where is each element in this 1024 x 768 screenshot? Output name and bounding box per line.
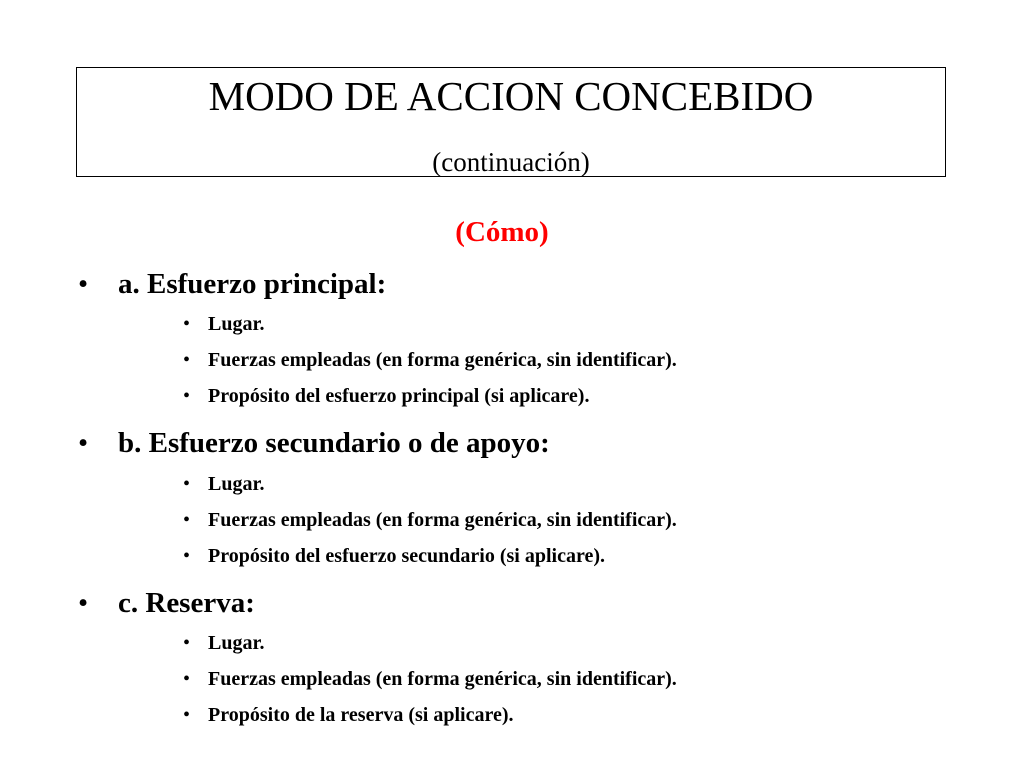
bullet-icon: • — [183, 313, 191, 335]
list-item-text: Propósito de la reserva (si aplicare). — [208, 704, 514, 726]
bullet-icon: • — [183, 545, 191, 567]
list-item-text: Fuerzas empleadas (en forma genérica, sin identificar). — [208, 349, 677, 371]
bullet-icon: • — [78, 587, 89, 619]
bullet-icon: • — [78, 268, 89, 300]
bullet-icon: • — [183, 473, 191, 495]
bullet-icon: • — [183, 704, 191, 726]
page-subtitle: (continuación) — [432, 147, 590, 177]
list-item-text: Fuerzas empleadas (en forma genérica, sin identificar). — [208, 509, 677, 531]
section-c-label: c. Reserva: — [118, 587, 255, 619]
bullet-icon: • — [183, 385, 191, 407]
section-heading: (Cómo) — [455, 216, 549, 248]
list-item-text: Lugar. — [208, 313, 265, 335]
bullet-icon: • — [183, 349, 191, 371]
list-item-text: Propósito del esfuerzo secundario (si aplicare). — [208, 545, 605, 567]
list-item-text: Fuerzas empleadas (en forma genérica, sin identificar). — [208, 668, 677, 690]
list-item-text: Lugar. — [208, 632, 265, 654]
bullet-icon: • — [183, 632, 191, 654]
bullet-icon: • — [78, 427, 89, 459]
list-item-text: Propósito del esfuerzo principal (si aplicare). — [208, 385, 590, 407]
list-item-text: Lugar. — [208, 473, 265, 495]
title-box — [76, 67, 946, 177]
section-a-label: a. Esfuerzo principal: — [118, 268, 387, 300]
page-title: MODO DE ACCION CONCEBIDO — [208, 73, 814, 119]
bullet-icon: • — [183, 509, 191, 531]
bullet-icon: • — [183, 668, 191, 690]
section-b-label: b. Esfuerzo secundario o de apoyo: — [118, 427, 550, 459]
